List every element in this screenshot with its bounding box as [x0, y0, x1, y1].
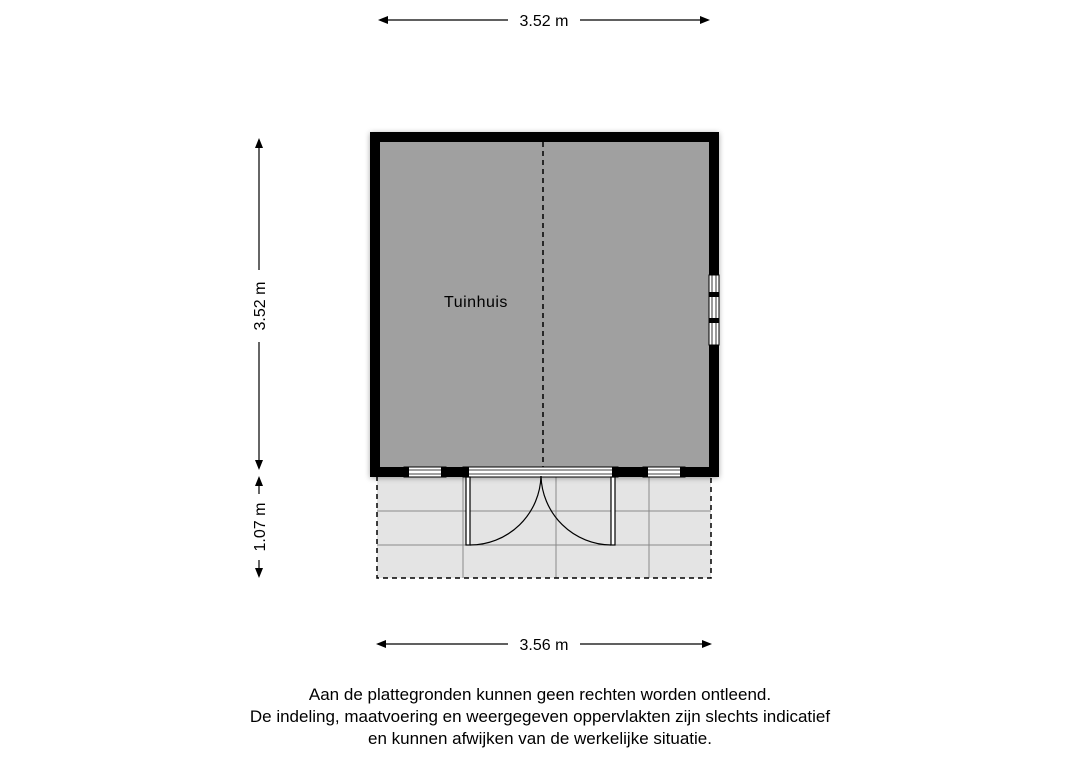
dimension-left-terrace-label: 1.07 m: [252, 502, 269, 552]
wall-top: [370, 132, 719, 142]
terrace-area: [377, 476, 711, 578]
dimension-left-terrace: [252, 476, 269, 578]
window-bottom-right: [643, 467, 685, 477]
dimension-top-label: 3.52 m: [519, 13, 569, 30]
building: [370, 132, 719, 477]
disclaimer-line-1: Aan de plattegronden kunnen geen rechten worden ontleend.: [308, 685, 772, 704]
dimension-left-building-label: 3.52 m: [252, 281, 269, 331]
door-leaf-left: [466, 477, 470, 545]
window-bottom-left: [404, 467, 446, 477]
disclaimer-line-2: De indeling, maatvoering en weergegeven oppervlakten zijn slechts indicatief: [249, 707, 831, 726]
wall-left: [370, 132, 380, 477]
disclaimer: [0, 684, 1080, 750]
door-leaf-right: [611, 477, 615, 545]
dimension-bottom: [376, 637, 712, 654]
dimension-left-building: [252, 138, 269, 470]
window-right: [709, 275, 719, 345]
dimension-top: [378, 13, 710, 30]
dimension-bottom-label: 3.56 m: [519, 637, 569, 654]
terrace: [377, 476, 711, 578]
disclaimer-line-3: en kunnen afwijken van de werkelijke situatie.: [368, 729, 712, 748]
floor-area: [376, 138, 713, 474]
door-opening: [463, 467, 618, 477]
room-label-tuinhuis: Tuinhuis: [444, 294, 508, 311]
